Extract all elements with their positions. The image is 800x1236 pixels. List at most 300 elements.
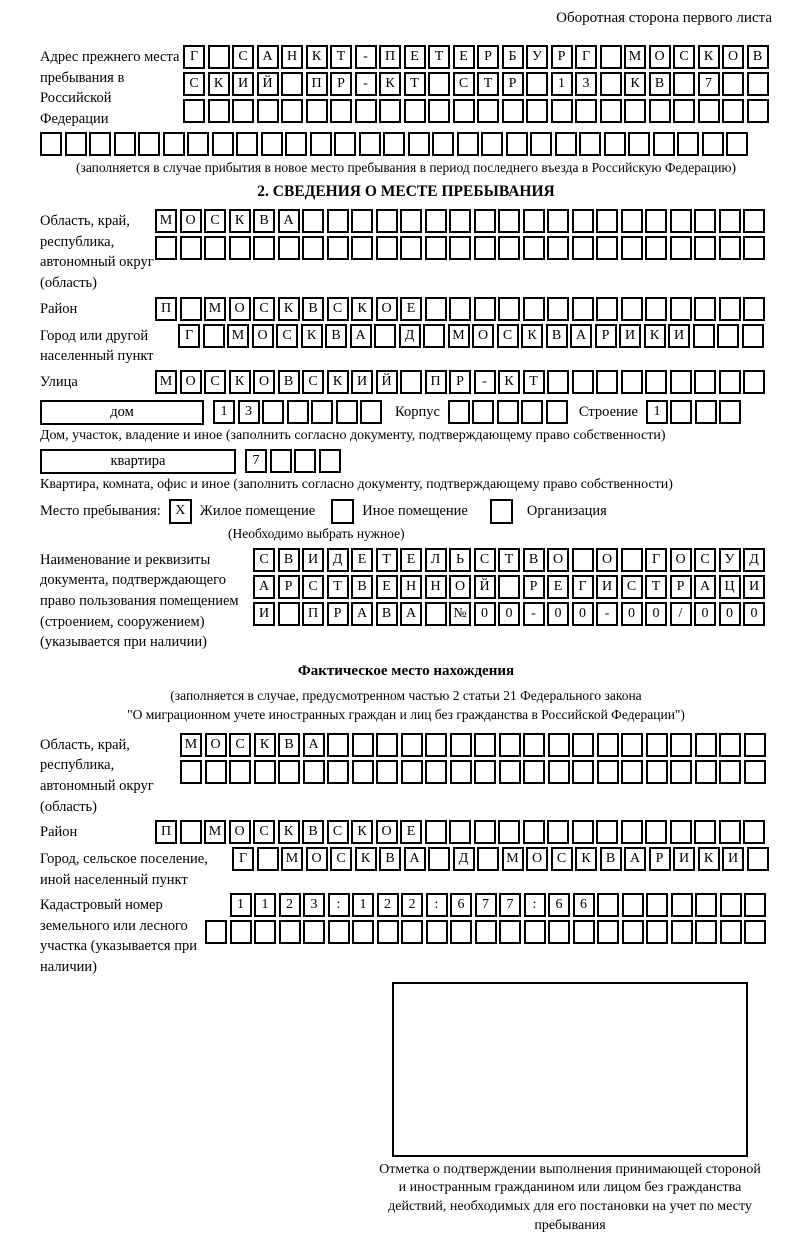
char-box[interactable]: А <box>350 324 372 348</box>
char-box[interactable] <box>472 400 494 424</box>
char-box[interactable]: 0 <box>694 602 716 626</box>
char-box[interactable] <box>526 99 548 123</box>
checkbox-residential[interactable]: X <box>169 499 192 524</box>
char-box[interactable]: А <box>694 575 716 599</box>
char-box[interactable]: К <box>521 324 543 348</box>
char-box[interactable] <box>600 72 622 96</box>
char-box[interactable] <box>285 132 307 156</box>
char-box[interactable] <box>670 733 692 757</box>
char-box[interactable]: 3 <box>303 893 325 917</box>
char-box[interactable] <box>450 920 472 944</box>
char-box[interactable] <box>596 297 618 321</box>
char-box[interactable]: М <box>227 324 249 348</box>
char-box[interactable] <box>376 760 398 784</box>
char-box[interactable] <box>474 733 496 757</box>
char-box[interactable] <box>89 132 111 156</box>
char-box[interactable] <box>670 400 692 424</box>
char-box[interactable]: В <box>649 72 671 96</box>
char-box[interactable]: 0 <box>498 602 520 626</box>
char-box[interactable]: С <box>183 72 205 96</box>
char-box[interactable]: О <box>253 370 275 394</box>
char-box[interactable]: С <box>232 45 254 69</box>
char-box[interactable] <box>425 820 447 844</box>
char-box[interactable] <box>401 760 423 784</box>
char-box[interactable]: М <box>155 370 177 394</box>
char-box[interactable]: Н <box>400 575 422 599</box>
char-box[interactable]: - <box>355 45 377 69</box>
char-box[interactable] <box>232 99 254 123</box>
char-box[interactable] <box>203 324 225 348</box>
char-box[interactable] <box>645 209 667 233</box>
char-box[interactable] <box>423 324 445 348</box>
char-box[interactable] <box>328 920 350 944</box>
char-box[interactable]: В <box>379 847 401 871</box>
char-box[interactable] <box>236 132 258 156</box>
char-box[interactable] <box>572 548 594 572</box>
char-box[interactable]: О <box>229 820 251 844</box>
char-box[interactable]: С <box>253 548 275 572</box>
char-box[interactable] <box>279 920 301 944</box>
char-box[interactable]: 0 <box>645 602 667 626</box>
char-box[interactable] <box>278 602 300 626</box>
char-box[interactable]: - <box>523 602 545 626</box>
char-box[interactable] <box>229 760 251 784</box>
char-box[interactable]: С <box>253 297 275 321</box>
char-box[interactable] <box>597 733 619 757</box>
char-box[interactable] <box>474 209 496 233</box>
char-box[interactable]: Г <box>232 847 254 871</box>
char-box[interactable] <box>229 236 251 260</box>
char-box[interactable] <box>359 132 381 156</box>
char-box[interactable]: 2 <box>279 893 301 917</box>
char-box[interactable]: П <box>155 820 177 844</box>
char-box[interactable] <box>579 132 601 156</box>
char-box[interactable] <box>645 820 667 844</box>
char-box[interactable]: К <box>498 370 520 394</box>
char-box[interactable]: 0 <box>719 602 741 626</box>
char-box[interactable]: К <box>575 847 597 871</box>
document-row-1[interactable] <box>253 548 765 572</box>
char-box[interactable] <box>694 236 716 260</box>
char-box[interactable] <box>374 324 396 348</box>
char-box[interactable]: Й <box>474 575 496 599</box>
char-box[interactable] <box>254 920 276 944</box>
char-box[interactable] <box>673 99 695 123</box>
char-box[interactable]: И <box>668 324 690 348</box>
char-box[interactable]: 2 <box>401 893 423 917</box>
char-box[interactable] <box>621 820 643 844</box>
char-box[interactable] <box>376 733 398 757</box>
char-box[interactable] <box>600 99 622 123</box>
char-box[interactable] <box>425 760 447 784</box>
char-box[interactable]: С <box>204 370 226 394</box>
char-box[interactable] <box>287 400 309 424</box>
char-box[interactable] <box>694 297 716 321</box>
char-box[interactable] <box>575 99 597 123</box>
char-box[interactable]: Р <box>551 45 573 69</box>
char-box[interactable] <box>230 920 252 944</box>
char-box[interactable]: И <box>302 548 324 572</box>
char-box[interactable]: Е <box>400 548 422 572</box>
region-row-2[interactable] <box>155 236 765 260</box>
char-box[interactable] <box>336 400 358 424</box>
char-box[interactable]: С <box>497 324 519 348</box>
char-box[interactable]: Р <box>502 72 524 96</box>
char-box[interactable] <box>448 400 470 424</box>
char-box[interactable] <box>695 400 717 424</box>
char-box[interactable] <box>453 99 475 123</box>
char-box[interactable] <box>653 132 675 156</box>
char-box[interactable] <box>547 820 569 844</box>
char-box[interactable]: П <box>425 370 447 394</box>
char-box[interactable] <box>547 370 569 394</box>
char-box[interactable]: А <box>257 45 279 69</box>
char-box[interactable] <box>114 132 136 156</box>
char-box[interactable] <box>506 132 528 156</box>
char-box[interactable] <box>270 449 292 473</box>
char-box[interactable]: Й <box>376 370 398 394</box>
char-box[interactable] <box>743 370 765 394</box>
char-box[interactable] <box>547 236 569 260</box>
char-box[interactable]: Р <box>477 45 499 69</box>
char-box[interactable] <box>204 236 226 260</box>
char-box[interactable]: В <box>253 209 275 233</box>
char-box[interactable] <box>747 99 769 123</box>
house-field[interactable]: дом <box>40 400 204 425</box>
char-box[interactable] <box>401 920 423 944</box>
char-box[interactable]: В <box>600 847 622 871</box>
korpus-boxes[interactable] <box>448 400 568 424</box>
char-box[interactable] <box>138 132 160 156</box>
char-box[interactable]: К <box>208 72 230 96</box>
char-box[interactable]: А <box>400 602 422 626</box>
char-box[interactable]: Е <box>351 548 373 572</box>
char-box[interactable] <box>572 236 594 260</box>
char-box[interactable] <box>646 893 668 917</box>
char-box[interactable] <box>278 236 300 260</box>
char-box[interactable] <box>477 847 499 871</box>
char-box[interactable]: 3 <box>575 72 597 96</box>
char-box[interactable] <box>743 297 765 321</box>
char-box[interactable] <box>596 209 618 233</box>
char-box[interactable] <box>425 236 447 260</box>
char-box[interactable]: Р <box>327 602 349 626</box>
char-box[interactable]: Ь <box>449 548 471 572</box>
char-box[interactable] <box>743 209 765 233</box>
char-box[interactable]: К <box>351 820 373 844</box>
char-box[interactable]: Р <box>278 575 300 599</box>
char-box[interactable]: Р <box>595 324 617 348</box>
char-box[interactable]: Е <box>547 575 569 599</box>
char-box[interactable]: Т <box>330 45 352 69</box>
char-box[interactable]: Т <box>428 45 450 69</box>
char-box[interactable]: К <box>306 45 328 69</box>
char-box[interactable] <box>449 209 471 233</box>
char-box[interactable] <box>330 99 352 123</box>
char-box[interactable] <box>573 920 595 944</box>
char-box[interactable] <box>621 236 643 260</box>
char-box[interactable] <box>628 132 650 156</box>
char-box[interactable] <box>498 297 520 321</box>
char-box[interactable] <box>719 733 741 757</box>
char-box[interactable]: Р <box>649 847 671 871</box>
char-box[interactable]: С <box>474 548 496 572</box>
char-box[interactable] <box>327 760 349 784</box>
char-box[interactable]: М <box>204 297 226 321</box>
char-box[interactable] <box>294 449 316 473</box>
char-box[interactable] <box>645 236 667 260</box>
char-box[interactable] <box>694 820 716 844</box>
char-box[interactable]: П <box>306 72 328 96</box>
char-box[interactable]: Т <box>327 575 349 599</box>
char-box[interactable] <box>523 820 545 844</box>
char-box[interactable]: Р <box>523 575 545 599</box>
char-box[interactable]: Т <box>498 548 520 572</box>
char-box[interactable]: 0 <box>547 602 569 626</box>
char-box[interactable]: О <box>547 548 569 572</box>
char-box[interactable]: С <box>621 575 643 599</box>
char-box[interactable]: Е <box>400 297 422 321</box>
char-box[interactable] <box>352 733 374 757</box>
char-box[interactable] <box>719 297 741 321</box>
char-box[interactable] <box>695 920 717 944</box>
char-box[interactable] <box>621 297 643 321</box>
char-box[interactable]: С <box>330 847 352 871</box>
char-box[interactable]: Р <box>449 370 471 394</box>
char-box[interactable]: В <box>546 324 568 348</box>
char-box[interactable] <box>524 920 546 944</box>
city-row[interactable] <box>178 324 764 348</box>
char-box[interactable] <box>432 132 454 156</box>
char-box[interactable]: К <box>379 72 401 96</box>
char-box[interactable]: И <box>743 575 765 599</box>
char-box[interactable]: Б <box>502 45 524 69</box>
char-box[interactable] <box>497 400 519 424</box>
char-box[interactable] <box>498 236 520 260</box>
char-box[interactable] <box>155 236 177 260</box>
char-box[interactable] <box>481 132 503 156</box>
char-box[interactable] <box>547 209 569 233</box>
char-box[interactable] <box>720 920 742 944</box>
char-box[interactable] <box>400 370 422 394</box>
char-box[interactable]: С <box>327 820 349 844</box>
char-box[interactable] <box>670 370 692 394</box>
char-box[interactable]: С <box>673 45 695 69</box>
char-box[interactable] <box>65 132 87 156</box>
char-box[interactable]: О <box>180 209 202 233</box>
char-box[interactable] <box>719 370 741 394</box>
char-box[interactable]: К <box>278 297 300 321</box>
char-box[interactable] <box>694 370 716 394</box>
char-box[interactable]: О <box>180 370 202 394</box>
char-box[interactable]: О <box>205 733 227 757</box>
char-box[interactable]: С <box>229 733 251 757</box>
char-box[interactable] <box>526 72 548 96</box>
char-box[interactable] <box>523 236 545 260</box>
char-box[interactable]: 1 <box>646 400 668 424</box>
char-box[interactable] <box>670 297 692 321</box>
char-box[interactable]: М <box>502 847 524 871</box>
char-box[interactable]: 6 <box>548 893 570 917</box>
char-box[interactable]: - <box>355 72 377 96</box>
char-box[interactable] <box>351 209 373 233</box>
char-box[interactable]: К <box>355 847 377 871</box>
char-box[interactable] <box>303 920 325 944</box>
char-box[interactable] <box>261 132 283 156</box>
char-box[interactable]: : <box>328 893 350 917</box>
char-box[interactable]: № <box>449 602 471 626</box>
char-box[interactable] <box>205 920 227 944</box>
char-box[interactable] <box>523 297 545 321</box>
char-box[interactable] <box>183 99 205 123</box>
char-box[interactable]: Г <box>178 324 200 348</box>
char-box[interactable]: У <box>526 45 548 69</box>
prev-address-row-4[interactable] <box>40 132 772 156</box>
char-box[interactable] <box>572 370 594 394</box>
char-box[interactable]: К <box>698 45 720 69</box>
char-box[interactable]: К <box>229 370 251 394</box>
char-box[interactable]: 1 <box>213 400 235 424</box>
char-box[interactable]: Й <box>257 72 279 96</box>
char-box[interactable]: 7 <box>245 449 267 473</box>
char-box[interactable]: О <box>252 324 274 348</box>
char-box[interactable] <box>693 324 715 348</box>
char-box[interactable] <box>646 920 668 944</box>
char-box[interactable] <box>352 760 374 784</box>
char-box[interactable]: В <box>302 297 324 321</box>
char-box[interactable] <box>425 602 447 626</box>
char-box[interactable] <box>253 236 275 260</box>
char-box[interactable]: Д <box>399 324 421 348</box>
char-box[interactable] <box>475 920 497 944</box>
char-box[interactable] <box>671 893 693 917</box>
char-box[interactable]: Е <box>453 45 475 69</box>
char-box[interactable]: 6 <box>450 893 472 917</box>
char-box[interactable] <box>649 99 671 123</box>
char-box[interactable] <box>477 99 499 123</box>
char-box[interactable] <box>254 760 276 784</box>
char-box[interactable]: / <box>670 602 692 626</box>
char-box[interactable] <box>604 132 626 156</box>
char-box[interactable]: К <box>254 733 276 757</box>
char-box[interactable]: Г <box>645 548 667 572</box>
char-box[interactable]: М <box>624 45 646 69</box>
char-box[interactable] <box>597 920 619 944</box>
char-box[interactable]: В <box>278 548 300 572</box>
char-box[interactable] <box>449 297 471 321</box>
char-box[interactable] <box>621 760 643 784</box>
prev-address-row-3[interactable] <box>183 99 769 123</box>
char-box[interactable] <box>474 297 496 321</box>
char-box[interactable] <box>698 99 720 123</box>
char-box[interactable] <box>262 400 284 424</box>
char-box[interactable]: 7 <box>499 893 521 917</box>
char-box[interactable]: Н <box>425 575 447 599</box>
char-box[interactable] <box>425 297 447 321</box>
cadastral-row-2[interactable] <box>205 920 766 944</box>
char-box[interactable]: 0 <box>743 602 765 626</box>
char-box[interactable] <box>212 132 234 156</box>
char-box[interactable]: М <box>281 847 303 871</box>
char-box[interactable] <box>327 733 349 757</box>
char-box[interactable]: 3 <box>238 400 260 424</box>
char-box[interactable] <box>572 733 594 757</box>
char-box[interactable] <box>621 548 643 572</box>
char-box[interactable] <box>670 209 692 233</box>
char-box[interactable] <box>425 733 447 757</box>
char-box[interactable]: Д <box>743 548 765 572</box>
char-box[interactable] <box>747 847 769 871</box>
char-box[interactable] <box>404 99 426 123</box>
char-box[interactable] <box>694 209 716 233</box>
char-box[interactable] <box>499 733 521 757</box>
fact-city-row[interactable] <box>232 847 769 871</box>
char-box[interactable] <box>743 236 765 260</box>
char-box[interactable] <box>719 820 741 844</box>
char-box[interactable]: 1 <box>551 72 573 96</box>
char-box[interactable]: П <box>379 45 401 69</box>
char-box[interactable]: : <box>426 893 448 917</box>
char-box[interactable] <box>555 132 577 156</box>
char-box[interactable]: С <box>327 297 349 321</box>
char-box[interactable] <box>428 847 450 871</box>
char-box[interactable] <box>450 733 472 757</box>
apartment-field[interactable]: квартира <box>40 449 236 474</box>
char-box[interactable]: Т <box>376 548 398 572</box>
char-box[interactable] <box>355 99 377 123</box>
char-box[interactable] <box>278 760 300 784</box>
char-box[interactable]: В <box>302 820 324 844</box>
char-box[interactable]: П <box>155 297 177 321</box>
char-box[interactable] <box>180 236 202 260</box>
char-box[interactable]: В <box>278 733 300 757</box>
char-box[interactable] <box>40 132 62 156</box>
char-box[interactable] <box>742 324 764 348</box>
char-box[interactable]: О <box>472 324 494 348</box>
char-box[interactable]: В <box>278 370 300 394</box>
char-box[interactable]: С <box>302 575 324 599</box>
char-box[interactable] <box>281 99 303 123</box>
char-box[interactable]: 6 <box>573 893 595 917</box>
char-box[interactable]: К <box>624 72 646 96</box>
char-box[interactable]: Ц <box>719 575 741 599</box>
char-box[interactable] <box>726 132 748 156</box>
char-box[interactable]: С <box>276 324 298 348</box>
char-box[interactable] <box>572 297 594 321</box>
char-box[interactable]: И <box>596 575 618 599</box>
char-box[interactable] <box>360 400 382 424</box>
stroenie-boxes[interactable] <box>646 400 742 424</box>
char-box[interactable] <box>163 132 185 156</box>
char-box[interactable] <box>645 297 667 321</box>
char-box[interactable] <box>717 324 739 348</box>
char-box[interactable] <box>428 99 450 123</box>
char-box[interactable]: А <box>624 847 646 871</box>
char-box[interactable] <box>597 893 619 917</box>
char-box[interactable] <box>428 72 450 96</box>
char-box[interactable] <box>376 209 398 233</box>
char-box[interactable] <box>646 760 668 784</box>
char-box[interactable]: Г <box>575 45 597 69</box>
char-box[interactable] <box>376 236 398 260</box>
char-box[interactable]: В <box>351 575 373 599</box>
char-box[interactable]: О <box>722 45 744 69</box>
cadastral-row-1[interactable] <box>230 893 767 917</box>
char-box[interactable]: Т <box>404 72 426 96</box>
char-box[interactable]: О <box>376 820 398 844</box>
char-box[interactable] <box>327 236 349 260</box>
char-box[interactable]: 1 <box>230 893 252 917</box>
